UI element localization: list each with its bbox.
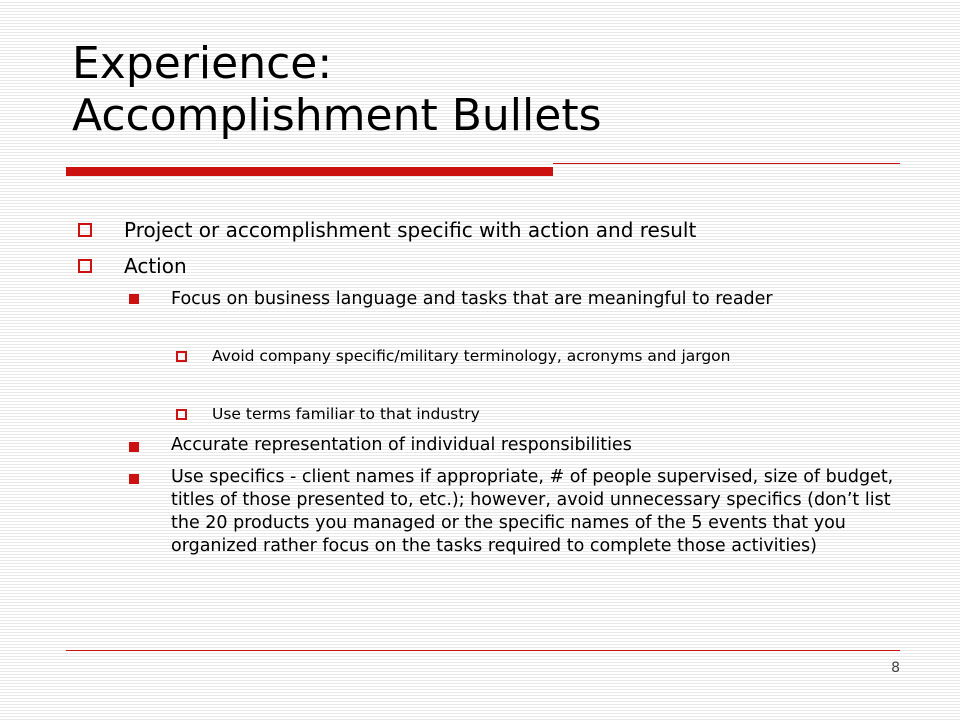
filled-square-bullet-icon — [129, 442, 139, 452]
page-number: 8 — [891, 660, 900, 676]
title-underline-thin — [553, 163, 900, 164]
title-line-1: Experience: — [72, 38, 333, 89]
bullet-text: Project or accomplishment specific with action and result — [124, 218, 697, 242]
title-underline-thick — [66, 167, 553, 176]
hollow-square-bullet-icon — [78, 223, 92, 237]
bullet-text: Action — [124, 254, 187, 278]
sub-bullet-text: Focus on business language and tasks that are meaningful to reader — [171, 289, 773, 309]
title-line-2: Accomplishment Bullets — [72, 90, 602, 141]
filled-square-bullet-icon — [129, 474, 139, 484]
slide-title — [72, 38, 892, 142]
sub-sub-bullet-text: Use terms familiar to that industry — [212, 405, 480, 423]
hollow-square-bullet-icon — [176, 351, 187, 362]
sub-bullet-text: Accurate representation of individual responsibilities — [171, 435, 632, 455]
sub-bullet-text: Use specifics - client names if appropriate, # of people supervised, size of budget, titles of those presented to, etc.); however, avoid unnecessary specifics (don’t list the 20 products you managed or the specific names of the 5 events that you organized rather focus on the tasks required to complete those activities) — [171, 467, 894, 556]
footer-divider — [66, 650, 900, 651]
filled-square-bullet-icon — [129, 294, 139, 304]
hollow-square-bullet-icon — [176, 409, 187, 420]
hollow-square-bullet-icon — [78, 259, 92, 273]
sub-sub-bullet-text: Avoid company specific/military terminology, acronyms and jargon — [212, 347, 731, 365]
